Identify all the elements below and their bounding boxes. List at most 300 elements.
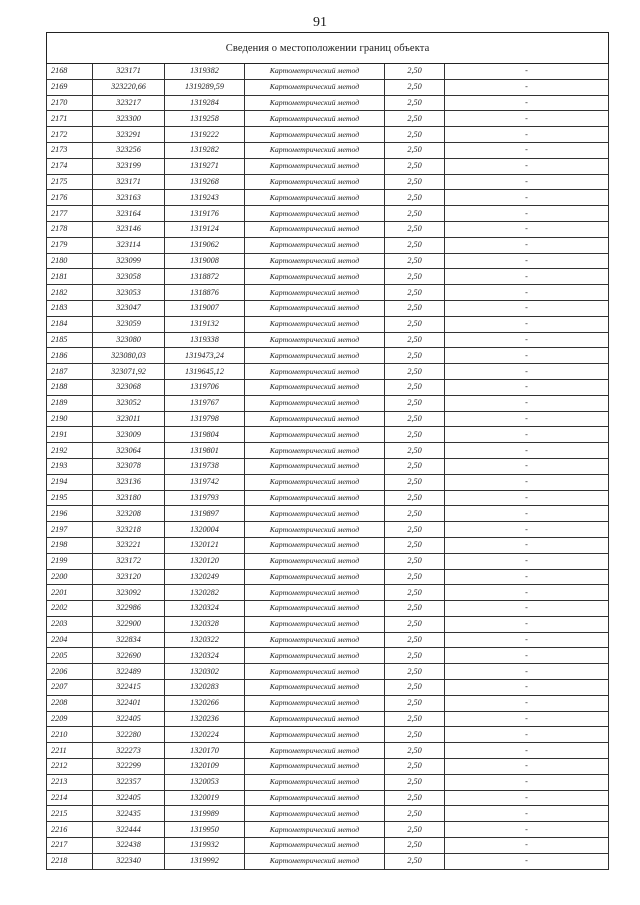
table-row — [47, 632, 609, 648]
accuracy-cell: 2,50 — [385, 142, 445, 158]
x-coordinate-cell: 323291 — [93, 127, 165, 143]
accuracy-cell: 2,50 — [385, 616, 445, 632]
x-coordinate-cell: 322401 — [93, 695, 165, 711]
point-number-cell: 2172 — [47, 127, 93, 143]
page-number: 91 — [313, 15, 327, 30]
point-number-cell: 2189 — [47, 395, 93, 411]
note-cell: - — [445, 743, 609, 759]
table-row — [47, 838, 609, 854]
table-row — [47, 174, 609, 190]
y-coordinate-cell: 1319992 — [165, 853, 245, 869]
x-coordinate-cell: 323221 — [93, 537, 165, 553]
point-number-cell: 2171 — [47, 111, 93, 127]
x-coordinate-cell: 323092 — [93, 585, 165, 601]
y-coordinate-cell: 1319258 — [165, 111, 245, 127]
y-coordinate-cell: 1319007 — [165, 300, 245, 316]
accuracy-cell: 2,50 — [385, 695, 445, 711]
table-row — [47, 553, 609, 569]
y-coordinate-cell: 1319950 — [165, 822, 245, 838]
x-coordinate-cell: 323059 — [93, 316, 165, 332]
method-cell: Картометрический метод — [245, 569, 385, 585]
table-row — [47, 411, 609, 427]
y-coordinate-cell: 1320019 — [165, 790, 245, 806]
accuracy-cell: 2,50 — [385, 348, 445, 364]
point-number-cell: 2176 — [47, 190, 93, 206]
accuracy-cell: 2,50 — [385, 332, 445, 348]
y-coordinate-cell: 1319382 — [165, 64, 245, 80]
y-coordinate-cell: 1320302 — [165, 664, 245, 680]
x-coordinate-cell: 323080,03 — [93, 348, 165, 364]
x-coordinate-cell: 323180 — [93, 490, 165, 506]
x-coordinate-cell: 322900 — [93, 616, 165, 632]
x-coordinate-cell: 323052 — [93, 395, 165, 411]
point-number-cell: 2202 — [47, 601, 93, 617]
point-number-cell: 2199 — [47, 553, 93, 569]
table-row — [47, 253, 609, 269]
point-number-cell: 2209 — [47, 711, 93, 727]
table-body — [47, 64, 609, 870]
method-cell: Картометрический метод — [245, 364, 385, 380]
method-cell: Картометрический метод — [245, 142, 385, 158]
accuracy-cell: 2,50 — [385, 443, 445, 459]
accuracy-cell: 2,50 — [385, 711, 445, 727]
y-coordinate-cell: 1320236 — [165, 711, 245, 727]
x-coordinate-cell: 322690 — [93, 648, 165, 664]
note-cell: - — [445, 64, 609, 80]
point-number-cell: 2174 — [47, 158, 93, 174]
accuracy-cell: 2,50 — [385, 221, 445, 237]
point-number-cell: 2215 — [47, 806, 93, 822]
x-coordinate-cell: 323068 — [93, 379, 165, 395]
point-number-cell: 2194 — [47, 474, 93, 490]
x-coordinate-cell: 323120 — [93, 569, 165, 585]
method-cell: Картометрический метод — [245, 237, 385, 253]
note-cell: - — [445, 695, 609, 711]
accuracy-cell: 2,50 — [385, 253, 445, 269]
point-number-cell: 2185 — [47, 332, 93, 348]
y-coordinate-cell: 1320224 — [165, 727, 245, 743]
table-row — [47, 79, 609, 95]
method-cell: Картометрический метод — [245, 680, 385, 696]
method-cell: Картометрический метод — [245, 553, 385, 569]
x-coordinate-cell: 323171 — [93, 64, 165, 80]
accuracy-cell: 2,50 — [385, 190, 445, 206]
method-cell: Картометрический метод — [245, 285, 385, 301]
x-coordinate-cell: 322415 — [93, 680, 165, 696]
table-row — [47, 490, 609, 506]
table-row — [47, 332, 609, 348]
note-cell: - — [445, 300, 609, 316]
x-coordinate-cell: 322405 — [93, 711, 165, 727]
x-coordinate-cell: 323064 — [93, 443, 165, 459]
x-coordinate-cell: 322340 — [93, 853, 165, 869]
table-row — [47, 221, 609, 237]
table-row — [47, 474, 609, 490]
y-coordinate-cell: 1320120 — [165, 553, 245, 569]
y-coordinate-cell: 1319284 — [165, 95, 245, 111]
note-cell: - — [445, 127, 609, 143]
note-cell: - — [445, 206, 609, 222]
note-cell: - — [445, 759, 609, 775]
accuracy-cell: 2,50 — [385, 111, 445, 127]
x-coordinate-cell: 322357 — [93, 774, 165, 790]
method-cell: Картометрический метод — [245, 853, 385, 869]
method-cell: Картометрический метод — [245, 632, 385, 648]
y-coordinate-cell: 1318872 — [165, 269, 245, 285]
table-row — [47, 727, 609, 743]
accuracy-cell: 2,50 — [385, 553, 445, 569]
x-coordinate-cell: 323099 — [93, 253, 165, 269]
point-number-cell: 2203 — [47, 616, 93, 632]
point-number-cell: 2173 — [47, 142, 93, 158]
y-coordinate-cell: 1319645,12 — [165, 364, 245, 380]
x-coordinate-cell: 323009 — [93, 427, 165, 443]
note-cell: - — [445, 79, 609, 95]
accuracy-cell: 2,50 — [385, 411, 445, 427]
table-row — [47, 537, 609, 553]
table-row — [47, 711, 609, 727]
y-coordinate-cell: 1319124 — [165, 221, 245, 237]
point-number-cell: 2212 — [47, 759, 93, 775]
note-cell: - — [445, 648, 609, 664]
y-coordinate-cell: 1319222 — [165, 127, 245, 143]
accuracy-cell: 2,50 — [385, 158, 445, 174]
accuracy-cell: 2,50 — [385, 364, 445, 380]
method-cell: Картометрический метод — [245, 253, 385, 269]
x-coordinate-cell: 323053 — [93, 285, 165, 301]
note-cell: - — [445, 379, 609, 395]
note-cell: - — [445, 838, 609, 854]
note-cell: - — [445, 632, 609, 648]
note-cell: - — [445, 253, 609, 269]
x-coordinate-cell: 322444 — [93, 822, 165, 838]
accuracy-cell: 2,50 — [385, 474, 445, 490]
table-row — [47, 680, 609, 696]
method-cell: Картометрический метод — [245, 158, 385, 174]
y-coordinate-cell: 1319932 — [165, 838, 245, 854]
x-coordinate-cell: 323114 — [93, 237, 165, 253]
x-coordinate-cell: 323146 — [93, 221, 165, 237]
table-row — [47, 664, 609, 680]
point-number-cell: 2195 — [47, 490, 93, 506]
point-number-cell: 2213 — [47, 774, 93, 790]
accuracy-cell: 2,50 — [385, 174, 445, 190]
method-cell: Картометрический метод — [245, 743, 385, 759]
note-cell: - — [445, 332, 609, 348]
point-number-cell: 2191 — [47, 427, 93, 443]
note-cell: - — [445, 537, 609, 553]
method-cell: Картометрический метод — [245, 711, 385, 727]
method-cell: Картометрический метод — [245, 332, 385, 348]
table-row — [47, 300, 609, 316]
x-coordinate-cell: 322273 — [93, 743, 165, 759]
note-cell: - — [445, 95, 609, 111]
point-number-cell: 2183 — [47, 300, 93, 316]
point-number-cell: 2196 — [47, 506, 93, 522]
y-coordinate-cell: 1319268 — [165, 174, 245, 190]
method-cell: Картометрический метод — [245, 648, 385, 664]
note-cell: - — [445, 616, 609, 632]
note-cell: - — [445, 490, 609, 506]
accuracy-cell: 2,50 — [385, 300, 445, 316]
note-cell: - — [445, 158, 609, 174]
y-coordinate-cell: 1319243 — [165, 190, 245, 206]
method-cell: Картометрический метод — [245, 506, 385, 522]
x-coordinate-cell: 323220,66 — [93, 79, 165, 95]
x-coordinate-cell: 323011 — [93, 411, 165, 427]
accuracy-cell: 2,50 — [385, 522, 445, 538]
method-cell: Картометрический метод — [245, 458, 385, 474]
y-coordinate-cell: 1319271 — [165, 158, 245, 174]
method-cell: Картометрический метод — [245, 443, 385, 459]
y-coordinate-cell: 1319798 — [165, 411, 245, 427]
boundary-table-container — [46, 32, 608, 870]
point-number-cell: 2206 — [47, 664, 93, 680]
x-coordinate-cell: 323080 — [93, 332, 165, 348]
y-coordinate-cell: 1319176 — [165, 206, 245, 222]
method-cell: Картометрический метод — [245, 348, 385, 364]
method-cell: Картометрический метод — [245, 695, 385, 711]
method-cell: Картометрический метод — [245, 379, 385, 395]
table-row — [47, 790, 609, 806]
note-cell: - — [445, 680, 609, 696]
accuracy-cell: 2,50 — [385, 206, 445, 222]
note-cell: - — [445, 822, 609, 838]
note-cell: - — [445, 411, 609, 427]
method-cell: Картометрический метод — [245, 616, 385, 632]
x-coordinate-cell: 322435 — [93, 806, 165, 822]
x-coordinate-cell: 323078 — [93, 458, 165, 474]
note-cell: - — [445, 853, 609, 869]
point-number-cell: 2182 — [47, 285, 93, 301]
point-number-cell: 2216 — [47, 822, 93, 838]
x-coordinate-cell: 323256 — [93, 142, 165, 158]
method-cell: Картометрический метод — [245, 474, 385, 490]
accuracy-cell: 2,50 — [385, 727, 445, 743]
x-coordinate-cell: 323058 — [93, 269, 165, 285]
method-cell: Картометрический метод — [245, 411, 385, 427]
table-row — [47, 316, 609, 332]
point-number-cell: 2208 — [47, 695, 93, 711]
point-number-cell: 2184 — [47, 316, 93, 332]
y-coordinate-cell: 1319804 — [165, 427, 245, 443]
point-number-cell: 2187 — [47, 364, 93, 380]
table-row — [47, 522, 609, 538]
accuracy-cell: 2,50 — [385, 838, 445, 854]
y-coordinate-cell: 1320283 — [165, 680, 245, 696]
x-coordinate-cell: 322986 — [93, 601, 165, 617]
note-cell: - — [445, 774, 609, 790]
table-row — [47, 158, 609, 174]
table-row — [47, 95, 609, 111]
x-coordinate-cell: 323199 — [93, 158, 165, 174]
point-number-cell: 2198 — [47, 537, 93, 553]
accuracy-cell: 2,50 — [385, 490, 445, 506]
x-coordinate-cell: 322834 — [93, 632, 165, 648]
note-cell: - — [445, 664, 609, 680]
y-coordinate-cell: 1320170 — [165, 743, 245, 759]
method-cell: Картометрический метод — [245, 585, 385, 601]
table-row — [47, 616, 609, 632]
table-row — [47, 569, 609, 585]
accuracy-cell: 2,50 — [385, 664, 445, 680]
table-row — [47, 285, 609, 301]
accuracy-cell: 2,50 — [385, 569, 445, 585]
table-row — [47, 601, 609, 617]
accuracy-cell: 2,50 — [385, 806, 445, 822]
point-number-cell: 2211 — [47, 743, 93, 759]
table-row — [47, 379, 609, 395]
accuracy-cell: 2,50 — [385, 601, 445, 617]
table-row — [47, 427, 609, 443]
x-coordinate-cell: 323163 — [93, 190, 165, 206]
point-number-cell: 2217 — [47, 838, 93, 854]
method-cell: Картометрический метод — [245, 316, 385, 332]
table-row — [47, 774, 609, 790]
note-cell: - — [445, 348, 609, 364]
x-coordinate-cell: 322438 — [93, 838, 165, 854]
y-coordinate-cell: 1319282 — [165, 142, 245, 158]
accuracy-cell: 2,50 — [385, 64, 445, 80]
y-coordinate-cell: 1320324 — [165, 648, 245, 664]
y-coordinate-cell: 1319289,59 — [165, 79, 245, 95]
note-cell: - — [445, 790, 609, 806]
point-number-cell: 2180 — [47, 253, 93, 269]
note-cell: - — [445, 285, 609, 301]
note-cell: - — [445, 221, 609, 237]
method-cell: Картометрический метод — [245, 300, 385, 316]
y-coordinate-cell: 1319132 — [165, 316, 245, 332]
accuracy-cell: 2,50 — [385, 95, 445, 111]
note-cell: - — [445, 364, 609, 380]
accuracy-cell: 2,50 — [385, 427, 445, 443]
method-cell: Картометрический метод — [245, 838, 385, 854]
x-coordinate-cell: 323172 — [93, 553, 165, 569]
accuracy-cell: 2,50 — [385, 759, 445, 775]
method-cell: Картометрический метод — [245, 727, 385, 743]
method-cell: Картометрический метод — [245, 221, 385, 237]
y-coordinate-cell: 1319801 — [165, 443, 245, 459]
x-coordinate-cell: 323164 — [93, 206, 165, 222]
note-cell: - — [445, 474, 609, 490]
accuracy-cell: 2,50 — [385, 743, 445, 759]
table-row — [47, 206, 609, 222]
point-number-cell: 2200 — [47, 569, 93, 585]
method-cell: Картометрический метод — [245, 79, 385, 95]
table-row — [47, 853, 609, 869]
point-number-cell: 2188 — [47, 379, 93, 395]
y-coordinate-cell: 1320282 — [165, 585, 245, 601]
point-number-cell: 2201 — [47, 585, 93, 601]
y-coordinate-cell: 1320328 — [165, 616, 245, 632]
y-coordinate-cell: 1319793 — [165, 490, 245, 506]
method-cell: Картометрический метод — [245, 111, 385, 127]
point-number-cell: 2218 — [47, 853, 93, 869]
note-cell: - — [445, 316, 609, 332]
accuracy-cell: 2,50 — [385, 822, 445, 838]
accuracy-cell: 2,50 — [385, 648, 445, 664]
accuracy-cell: 2,50 — [385, 285, 445, 301]
method-cell: Картометрический метод — [245, 64, 385, 80]
y-coordinate-cell: 1320109 — [165, 759, 245, 775]
method-cell: Картометрический метод — [245, 664, 385, 680]
note-cell: - — [445, 269, 609, 285]
note-cell: - — [445, 553, 609, 569]
table-row — [47, 348, 609, 364]
x-coordinate-cell: 323171 — [93, 174, 165, 190]
note-cell: - — [445, 711, 609, 727]
accuracy-cell: 2,50 — [385, 316, 445, 332]
method-cell: Картометрический метод — [245, 822, 385, 838]
table-row — [47, 237, 609, 253]
note-cell: - — [445, 427, 609, 443]
y-coordinate-cell: 1319897 — [165, 506, 245, 522]
y-coordinate-cell: 1320266 — [165, 695, 245, 711]
accuracy-cell: 2,50 — [385, 127, 445, 143]
note-cell: - — [445, 727, 609, 743]
table-row — [47, 822, 609, 838]
x-coordinate-cell: 323047 — [93, 300, 165, 316]
x-coordinate-cell: 323300 — [93, 111, 165, 127]
accuracy-cell: 2,50 — [385, 853, 445, 869]
y-coordinate-cell: 1319473,24 — [165, 348, 245, 364]
note-cell: - — [445, 111, 609, 127]
accuracy-cell: 2,50 — [385, 774, 445, 790]
method-cell: Картометрический метод — [245, 537, 385, 553]
table-row — [47, 443, 609, 459]
y-coordinate-cell: 1319706 — [165, 379, 245, 395]
accuracy-cell: 2,50 — [385, 585, 445, 601]
point-number-cell: 2197 — [47, 522, 93, 538]
x-coordinate-cell: 322405 — [93, 790, 165, 806]
note-cell: - — [445, 569, 609, 585]
y-coordinate-cell: 1319338 — [165, 332, 245, 348]
table-row — [47, 743, 609, 759]
accuracy-cell: 2,50 — [385, 379, 445, 395]
table-row — [47, 190, 609, 206]
y-coordinate-cell: 1319738 — [165, 458, 245, 474]
point-number-cell: 2204 — [47, 632, 93, 648]
method-cell: Картометрический метод — [245, 427, 385, 443]
accuracy-cell: 2,50 — [385, 395, 445, 411]
y-coordinate-cell: 1320053 — [165, 774, 245, 790]
table-row — [47, 364, 609, 380]
table-row — [47, 127, 609, 143]
point-number-cell: 2179 — [47, 237, 93, 253]
point-number-cell: 2210 — [47, 727, 93, 743]
point-number-cell: 2178 — [47, 221, 93, 237]
table-row — [47, 458, 609, 474]
point-number-cell: 2181 — [47, 269, 93, 285]
point-number-cell: 2168 — [47, 64, 93, 80]
point-number-cell: 2192 — [47, 443, 93, 459]
method-cell: Картометрический метод — [245, 790, 385, 806]
point-number-cell: 2205 — [47, 648, 93, 664]
method-cell: Картометрический метод — [245, 127, 385, 143]
x-coordinate-cell: 322280 — [93, 727, 165, 743]
method-cell: Картометрический метод — [245, 759, 385, 775]
y-coordinate-cell: 1319742 — [165, 474, 245, 490]
accuracy-cell: 2,50 — [385, 458, 445, 474]
table-row — [47, 142, 609, 158]
table-row — [47, 64, 609, 80]
table-row — [47, 648, 609, 664]
y-coordinate-cell: 1319767 — [165, 395, 245, 411]
method-cell: Картометрический метод — [245, 190, 385, 206]
point-number-cell: 2193 — [47, 458, 93, 474]
point-number-cell: 2207 — [47, 680, 93, 696]
point-number-cell: 2186 — [47, 348, 93, 364]
